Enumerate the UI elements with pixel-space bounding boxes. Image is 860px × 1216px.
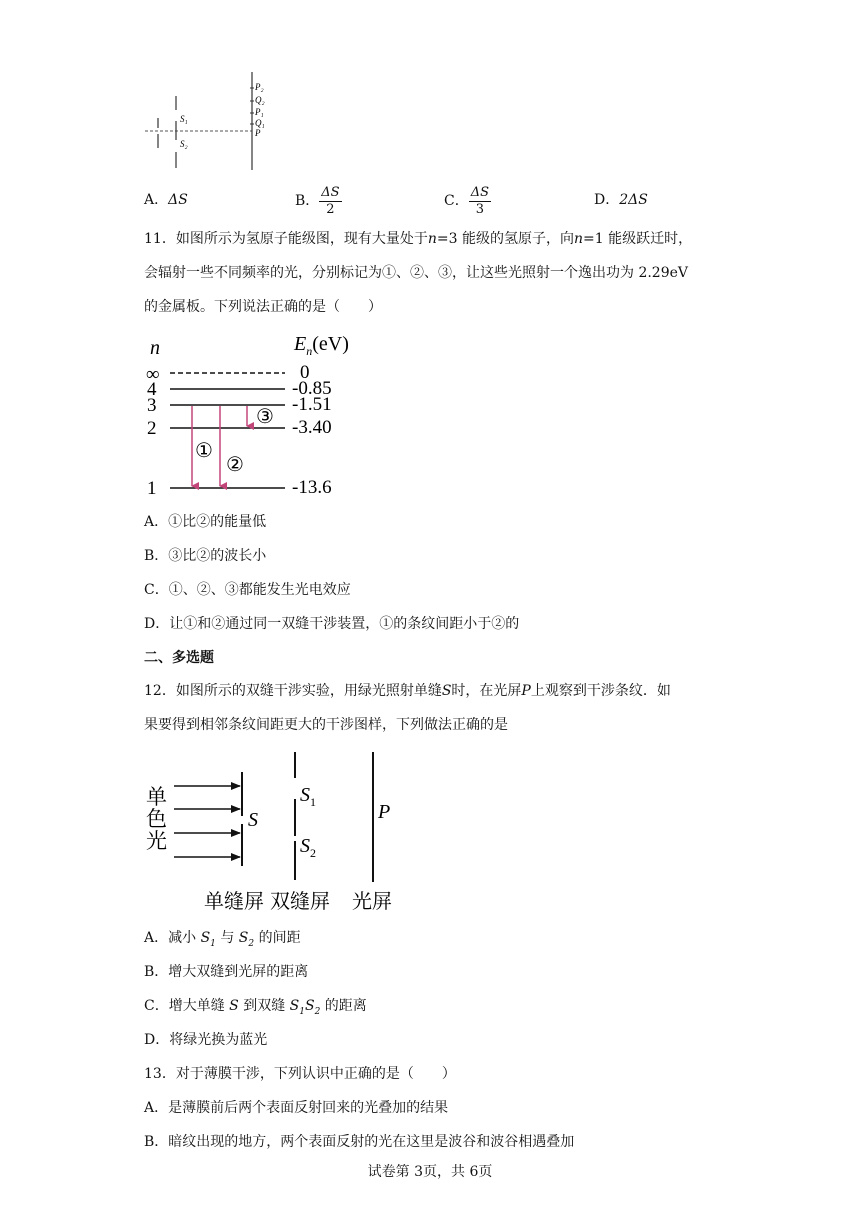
q11-option-c: C．①、②、③都能发生光电效应	[144, 582, 351, 598]
q12-option-c: C．增大单缝 S 到双缝 $S_1S_2$ 的距离	[144, 998, 367, 1017]
transition-label-1: ①	[195, 440, 213, 462]
level-1-e: -13.6	[292, 477, 332, 498]
q11-stem: 11．如图所示为氢原子能级图，现有大量处于n=3 能级的氢原子，向n=1 能级跃迁时， 会辐射一些不同频率的光，分别标记为①、②、③，让这些光照射一个逸出功为 2.29eV 的金属板。下列说法正确的是（ ）	[144, 231, 693, 315]
axis-e-label: $E_n(eV)$	[294, 333, 349, 358]
light-label-char-1: 单	[146, 785, 167, 809]
q11-option-a: A．①比②的能量低	[144, 514, 267, 530]
level-1-n: 1	[147, 478, 157, 499]
q13-option-b: B．暗纹出现的地方，两个表面反射的光在这里是波谷和波谷相遇叠加	[144, 1134, 575, 1150]
caption-single-slit-screen: 单缝屏	[204, 891, 264, 913]
q12-option-b: B．增大双缝到光屏的距离	[144, 964, 309, 980]
level-inf-e: 0	[300, 362, 310, 383]
level-3-e: -1.51	[292, 394, 332, 415]
energy-level-diagram	[140, 326, 380, 500]
q10-option-d: D．2ΔS	[594, 192, 648, 208]
q10-option-b: B． ΔS 2	[295, 184, 340, 217]
top-fig-label-p: P	[255, 128, 261, 138]
single-slit-label: S	[248, 809, 258, 831]
top-slit-figure	[140, 68, 290, 174]
top-fig-label-s1: S₁	[180, 114, 188, 124]
section-heading-multiple-choice: 二、多选题	[144, 650, 214, 666]
top-fig-label-p2: P₂	[255, 82, 264, 92]
level-3-n: 3	[147, 395, 157, 416]
slit-s2-label: $S_2$	[300, 835, 316, 860]
level-4-e: -0.85	[292, 378, 332, 399]
top-fig-label-p1: P₁	[255, 107, 264, 117]
light-label-char-3: 光	[146, 829, 167, 853]
transition-label-2: ②	[226, 454, 244, 476]
level-4-n: 4	[147, 379, 157, 400]
level-inf-n: ∞	[146, 364, 160, 385]
caption-double-slit-screen: 双缝屏	[270, 891, 330, 913]
level-2-n: 2	[147, 418, 157, 439]
axis-n-label: n	[150, 337, 160, 359]
page-footer: 试卷第 3页，共 6页	[367, 1164, 493, 1180]
transition-label-3: ③	[256, 406, 274, 428]
q12-option-d: D．将绿光换为蓝光	[144, 1032, 268, 1048]
level-2-e: -3.40	[292, 417, 332, 438]
double-slit-apparatus	[140, 746, 410, 918]
q10-option-a: A．ΔS	[144, 192, 188, 208]
q12-option-a: A．减小 $S_1$ 与 $S_2$ 的间距	[144, 930, 301, 949]
q13-stem: 13．对于薄膜干涉，下列认识中正确的是（ ）	[144, 1066, 456, 1082]
slit-s1-label: $S_1$	[300, 784, 316, 809]
light-screen-label: P	[378, 801, 391, 823]
top-fig-label-q2: Q₂	[255, 95, 265, 105]
q13-option-a: A．是薄膜前后两个表面反射回来的光叠加的结果	[144, 1100, 449, 1116]
q11-option-b: B．③比②的波长小	[144, 548, 267, 564]
top-fig-label-q1: Q₁	[255, 118, 265, 128]
light-label-char-2: 色	[146, 807, 167, 831]
caption-light-screen: 光屏	[352, 891, 392, 913]
q10-option-c: C． ΔS 3	[444, 184, 490, 217]
q11-option-d: D．让①和②通过同一双缝干涉装置，①的条纹间距小于②的	[144, 616, 520, 632]
q12-stem: 12．如图所示的双缝干涉实验，用绿光照射单缝S时，在光屏P上观察到干涉条纹．如 果要得到相邻条纹间距更大的干涉图样，下列做法正确的是	[144, 683, 671, 733]
top-fig-label-s2: S₂	[180, 139, 188, 149]
